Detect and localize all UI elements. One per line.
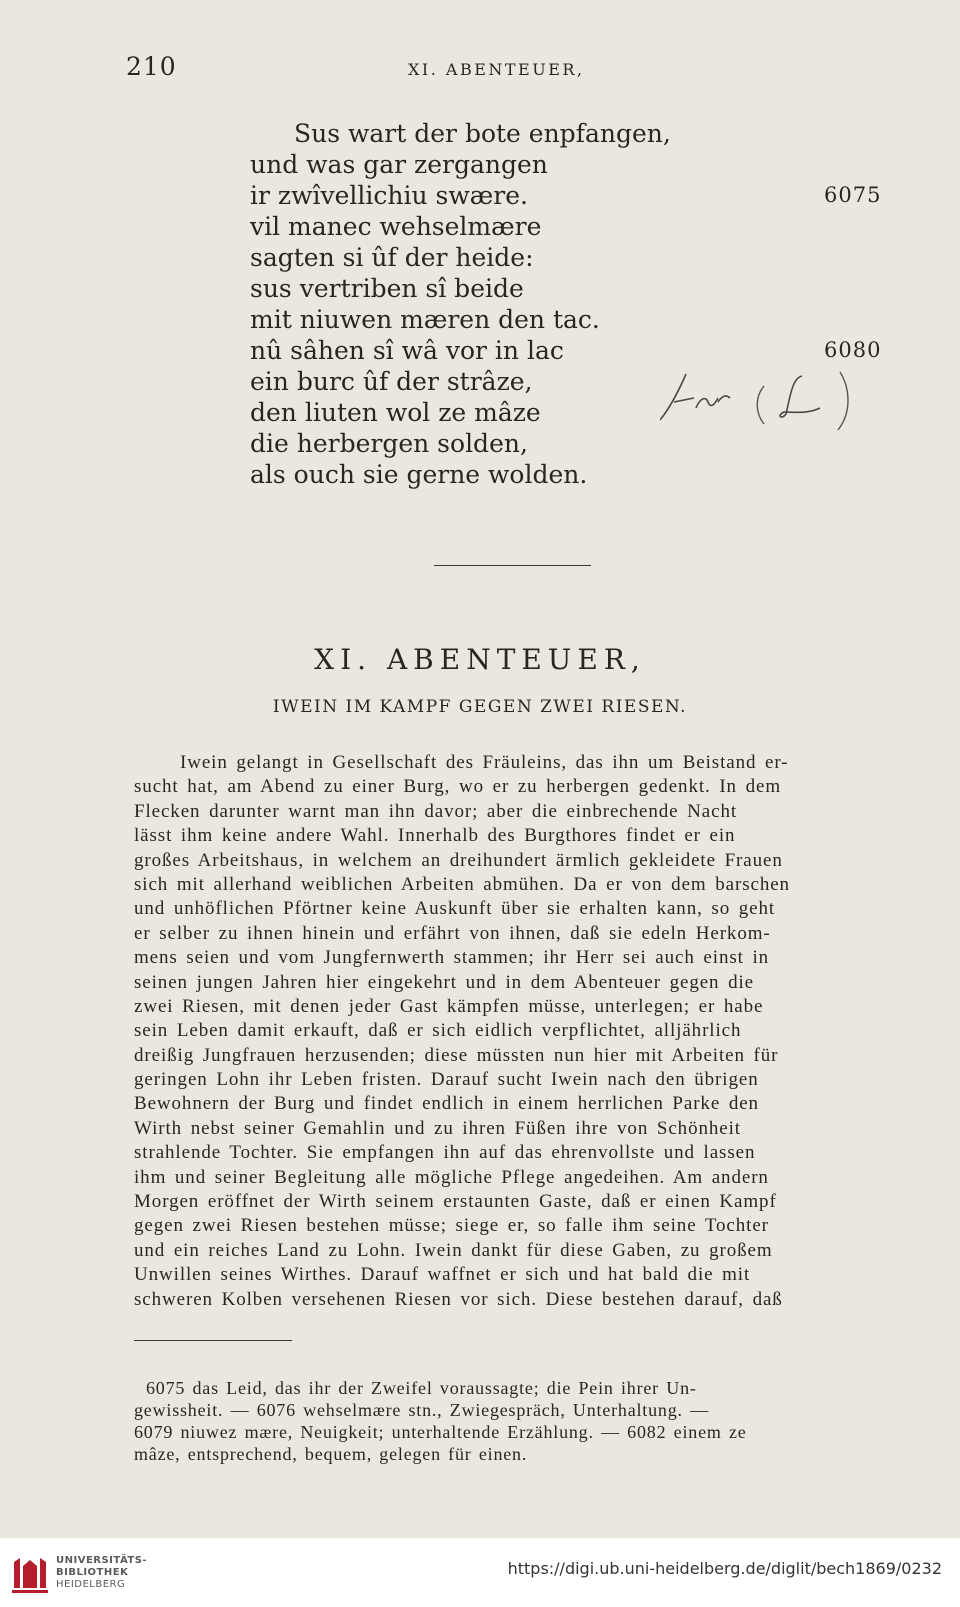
summary-line: sucht hat, am Abend zu einer Burg, wo er zu herbergen gedenkt. In dem — [134, 776, 782, 798]
handwritten-annotation — [660, 368, 870, 458]
verse-line: vil manec wehselmære — [250, 212, 542, 241]
summary-line: großes Arbeitshaus, in welchem an dreihundert ärmlich gekleidete Frauen — [134, 849, 783, 871]
summary-line: Iwein gelangt in Gesellschaft des Fräuleins, das ihn um Beistand er- — [180, 752, 789, 773]
summary-line: Flecken darunter warnt man ihn davor; aber die einbrechende Nacht — [134, 800, 738, 822]
summary-line: sich mit allerhand weiblichen Arbeiten abmühen. Da er von dem barschen — [134, 873, 790, 895]
verse-line: mit niuwen mæren den tac. — [250, 305, 600, 334]
page-number: 210 — [126, 52, 177, 81]
summary-line: Morgen eröffnet der Wirth seinem erstaunten Gaste, daß er einen Kampf — [134, 1191, 777, 1213]
verse-line: den liuten wol ze mâze — [250, 398, 541, 427]
summary-line: ihm und seiner Begleitung alle mögliche Pflege angedeihen. Am andern — [134, 1166, 769, 1188]
university-library-logo-icon[interactable] — [8, 1552, 52, 1596]
summary-line: Unwillen seines Wirthes. Darauf waffnet er sich und hat bald die mit — [134, 1264, 751, 1286]
summary-line: und unhöflichen Pförtner keine Auskunft über sie erhalten kann, so geht — [134, 898, 776, 920]
running-head — [126, 52, 900, 84]
summary-line: dreißig Jungfrauen herzusenden; diese müssten nun hier mit Arbeiten für — [134, 1044, 779, 1066]
summary-line: lässt ihm keine andere Wahl. Innerhalb des Burgthores findet er ein — [134, 825, 736, 847]
summary-line: gegen zwei Riesen bestehen müsse; siege er, so falle ihm seine Tochter — [134, 1215, 769, 1237]
line-number: 6075 — [824, 183, 882, 207]
summary-line: seinen jungen Jahren hier eingekehrt und in dem Abenteuer gegen die — [134, 971, 755, 993]
svg-text:der (L.): der (L.) — [660, 368, 664, 369]
verse-line: sus vertriben sî beide — [250, 274, 524, 303]
summary-line: schweren Kolben versehenen Riesen vor sich. Diese bestehen darauf, daß — [134, 1288, 783, 1310]
verse-line: Sus wart der bote enpfangen, — [294, 119, 671, 148]
summary-line: er selber zu ihnen hinein und erfährt von ihnen, daß sie edeln Herkom- — [134, 922, 771, 944]
chapter-title: XI. ABENTEUER, — [314, 643, 646, 676]
line-number: 6080 — [824, 338, 882, 362]
viewer-footer — [0, 1538, 960, 1607]
verse-line: sagten si ûf der heide: — [250, 243, 534, 272]
running-title: XI. ABENTEUER, — [408, 60, 585, 79]
summary-line: strahlende Tochter. Sie empfangen ihn auf das ehrenvollste und lassen — [134, 1142, 756, 1164]
source-url-link[interactable]: https://digi.ub.uni-heidelberg.de/diglit/bech1869/0232 — [507, 1559, 942, 1578]
footnote-line: mâze, entsprechend, bequem, gelegen für einen. — [134, 1444, 528, 1464]
summary-line: zwei Riesen, mit denen jeder Gast kämpfen müsse, unterlegen; er habe — [134, 995, 764, 1017]
summary-line: Bewohnern der Burg und findet endlich in einem herrlichen Parke den — [134, 1093, 759, 1115]
verse-line: nû sâhen sî wâ vor in lac 6080 — [250, 336, 882, 365]
verse-line: ein burc ûf der strâze, — [250, 367, 533, 396]
section-divider — [434, 565, 591, 566]
footnote-line: 6079 niuwez mære, Neuigkeit; unterhaltende Erzählung. — 6082 einem ze — [134, 1422, 747, 1442]
footnote-line: 6075 das Leid, das ihr der Zweifel voraussagte; die Pein ihrer Un- — [146, 1378, 697, 1398]
verse-line: die herbergen solden, — [250, 429, 528, 458]
summary-line: geringen Lohn ihr Leben fristen. Darauf sucht Iwein nach den übrigen — [134, 1069, 759, 1091]
summary-line: mens seien und vom Jungfernwerth stammen; ihr Herr sei auch einst in — [134, 947, 770, 969]
chapter-summary — [134, 751, 894, 1312]
verse-line: und was gar zergangen — [250, 150, 548, 179]
verse-line: ir zwîvellichiu swære. 6075 — [250, 181, 882, 210]
summary-line: Wirth nebst seiner Gemahlin und zu ihren Füßen ihre von Schönheit — [134, 1117, 741, 1139]
library-name[interactable]: UNIVERSITÄTS- BIBLIOTHEK HEIDELBERG — [56, 1555, 148, 1590]
summary-line: sein Leben damit erkauft, daß er sich eidlich verpflichtet, alljährlich — [134, 1020, 742, 1042]
verse-line: als ouch sie gerne wolden. — [250, 460, 588, 489]
chapter-subtitle: IWEIN IM KAMPF GEGEN ZWEI RIESEN. — [272, 697, 688, 717]
footnote-rule — [134, 1340, 292, 1341]
footnotes — [134, 1377, 894, 1465]
summary-line: und ein reiches Land zu Lohn. Iwein dankt für diese Gaben, zu großem — [134, 1239, 773, 1261]
footnote-line: gewissheit. — 6076 wehselmære stn., Zwiegespräch, Unterhaltung. — — [134, 1400, 709, 1420]
